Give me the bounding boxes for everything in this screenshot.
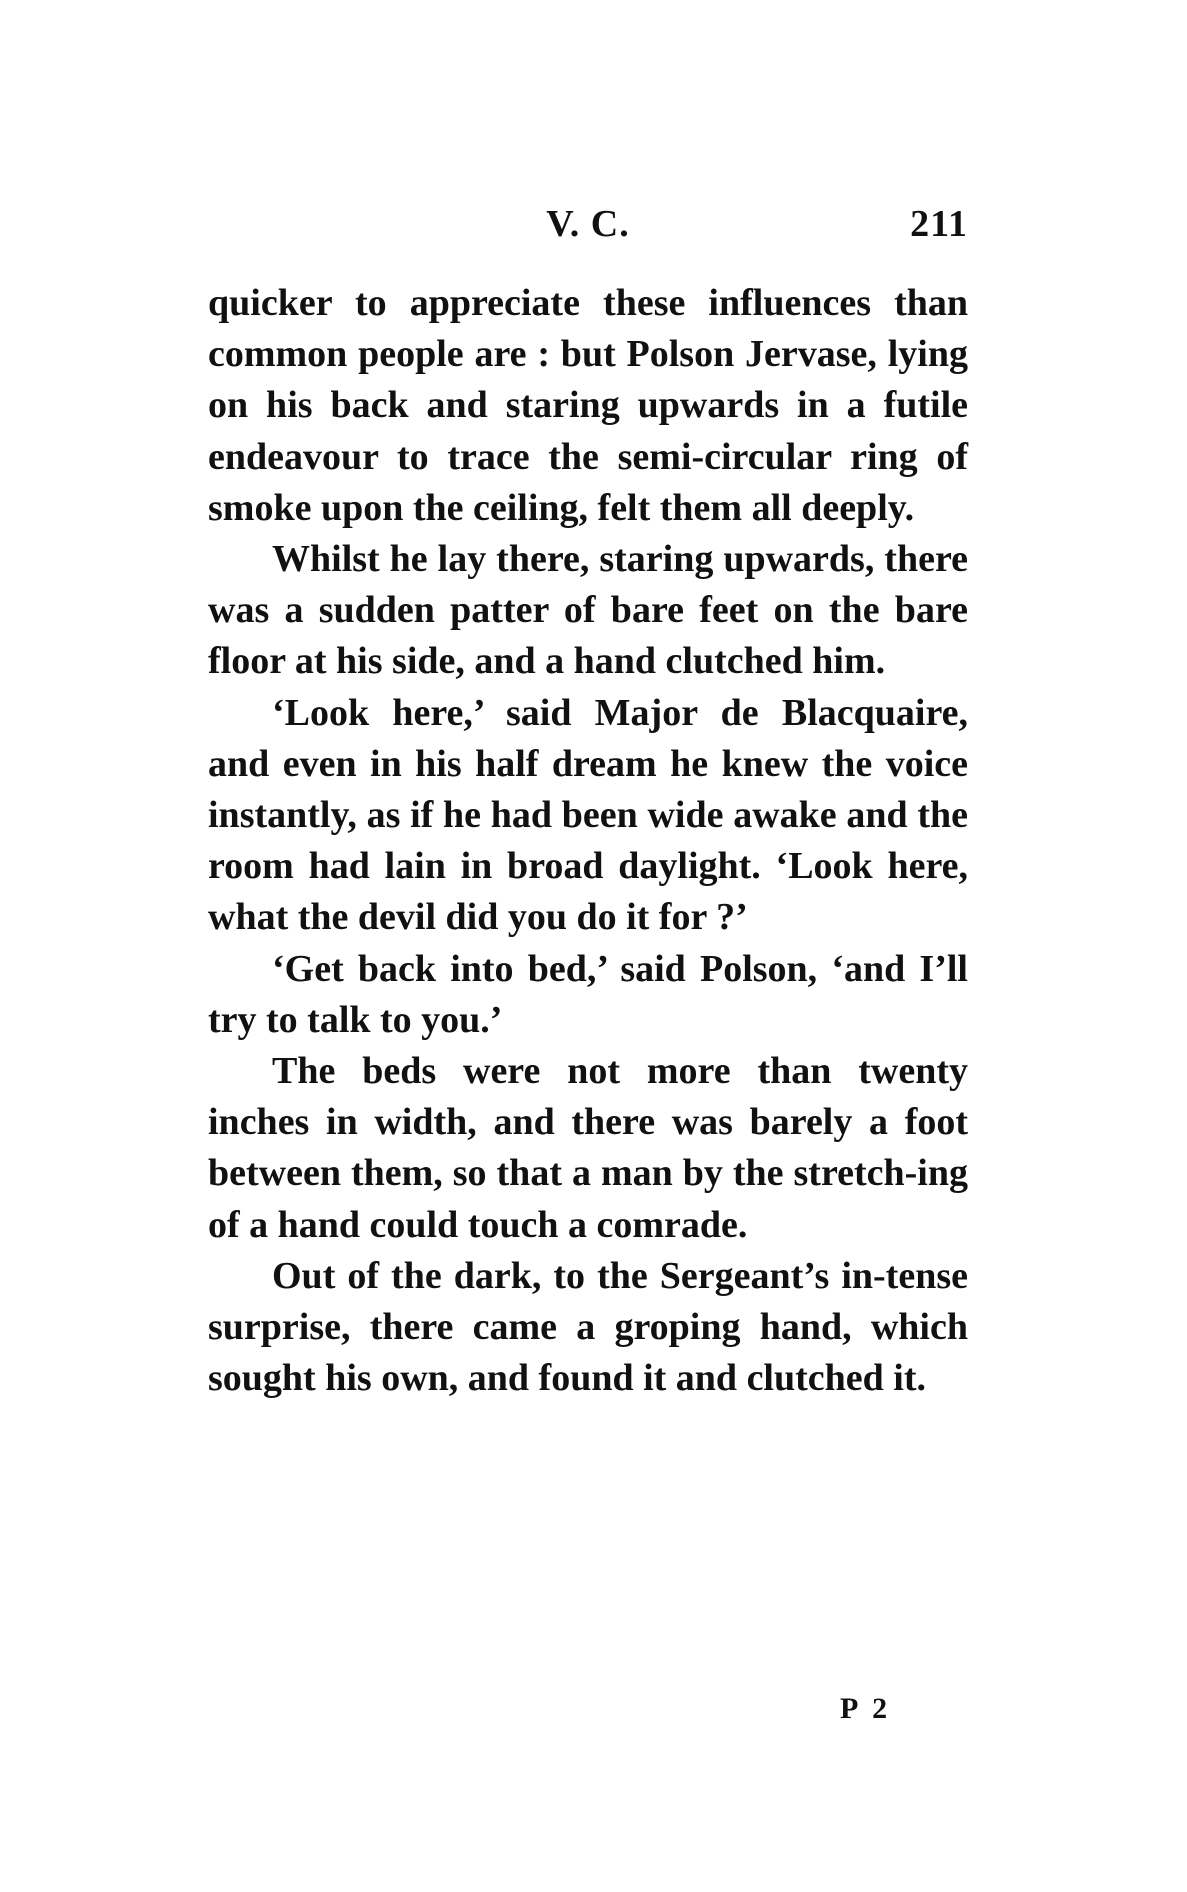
body-text — [208, 278, 968, 1404]
paragraph-get-back: ‘Get back into bed,’ said Polson, ‘and I’ll try to talk to you.’ — [208, 947, 968, 1041]
page-number: 211 — [910, 203, 968, 245]
signature-mark: P 2 — [840, 1692, 892, 1725]
paragraph-the-beds: The beds were not more than twenty inches in width, and there was barely a foot between them, so that a man by the stretch-ing of a hand could touch a comrade. — [208, 1050, 968, 1246]
paragraph-out-of-the-dark: Out of the dark, to the Sergeant’s in-tense surprise, there came a groping hand, which sought his own, and found it and clutched it. — [208, 1254, 968, 1400]
paragraph-look-here: ‘Look here,’ said Major de Blacquaire, and even in his half dream he knew the voice instantly, as if he had been wide awake and the room had lain in broad daylight. ‘Look here, what the devil did you do it for ?’ — [208, 691, 968, 939]
running-title: V. C. — [546, 203, 630, 245]
running-head — [208, 202, 968, 252]
paragraph-continued: quicker to appreciate these influences than common people are : but Polson Jervase, lying on his back and staring upwards in a futile endeavour to trace the semi-circular ring of smoke upon the ceiling, felt them all deeply. — [208, 282, 968, 529]
paragraph-whilst-he-lay: Whilst he lay there, staring upwards, there was a sudden patter of bare feet on the bare floor at his side, and a hand clutched him. — [208, 538, 968, 683]
